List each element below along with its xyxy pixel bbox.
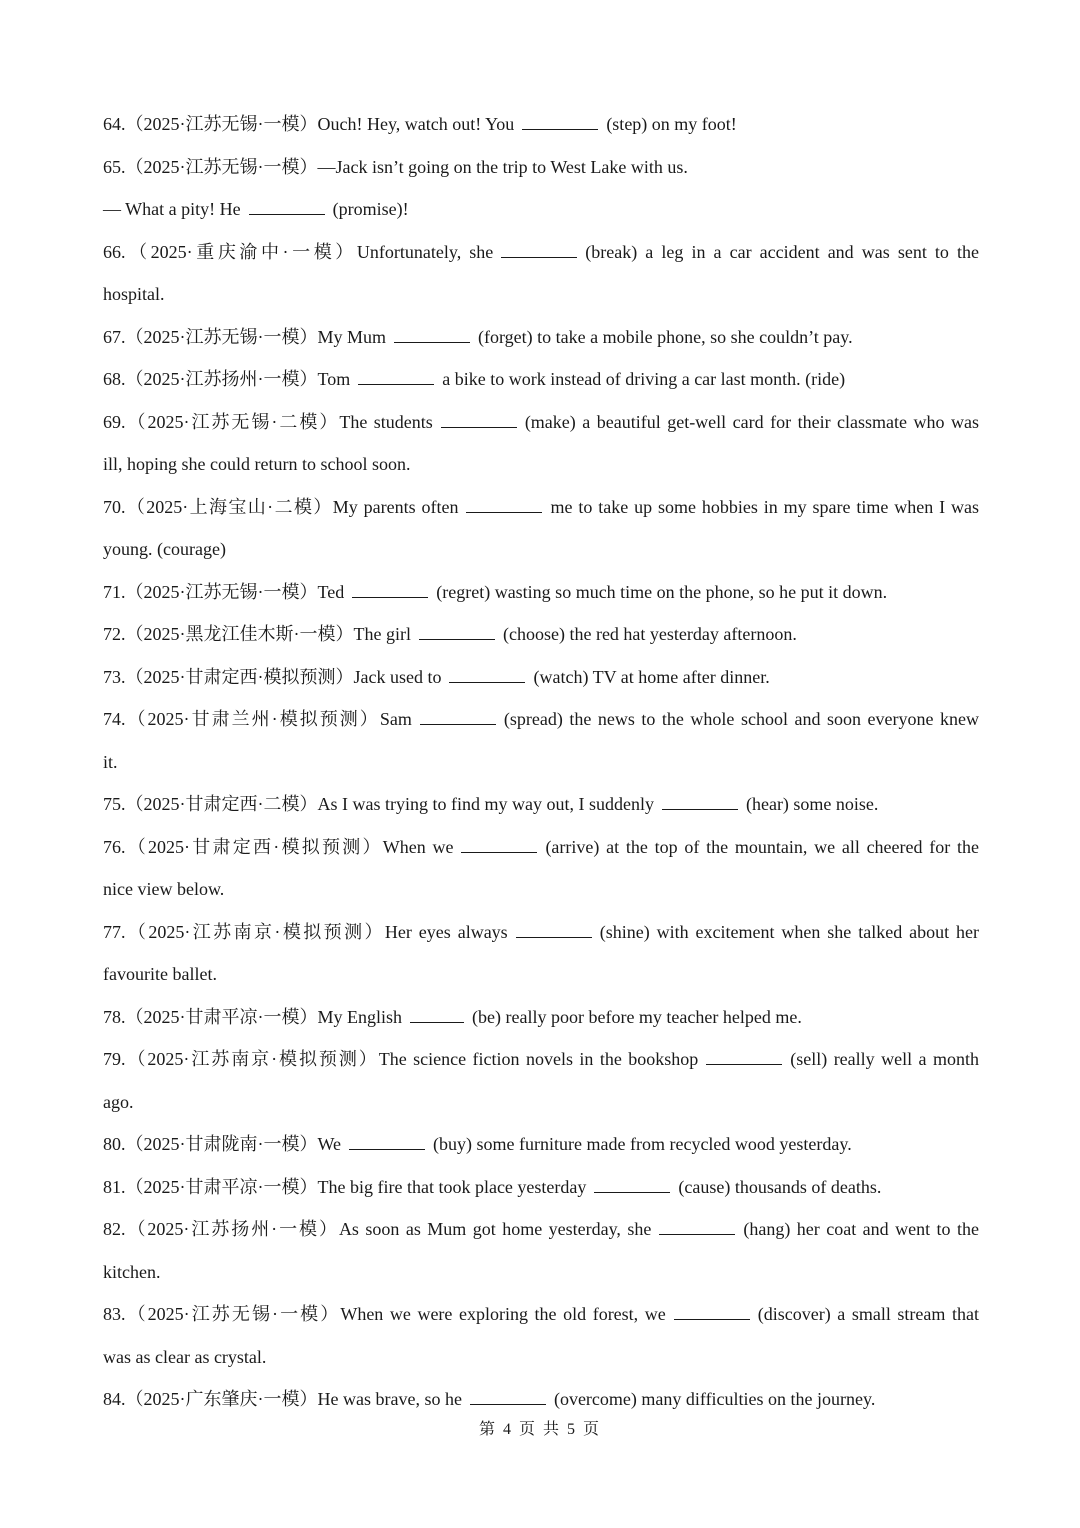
answer-blank[interactable] (249, 200, 325, 215)
question-number: 75. (103, 794, 126, 814)
question-text: Sam (379, 709, 412, 729)
question-line (103, 783, 979, 826)
question-line (103, 401, 979, 444)
question-line (103, 741, 979, 784)
question-number: 68. (103, 369, 126, 389)
question-line (103, 1378, 979, 1421)
question-text: (step) on my foot! (606, 114, 737, 134)
question-text: We (317, 1134, 342, 1154)
question-text: young. (courage) (103, 539, 226, 559)
question-text: (shine) with excitement when she talked about her (599, 921, 979, 942)
question-line (103, 1166, 979, 1209)
answer-blank[interactable] (358, 370, 434, 385)
question-number: 72. (103, 624, 126, 644)
question-source: （2025·甘肃定西·模拟预测） (125, 836, 383, 857)
question-text: a bike to work instead of driving a car last month. (ride) (442, 369, 846, 389)
answer-blank[interactable] (522, 115, 598, 130)
answer-blank[interactable] (441, 413, 517, 428)
answer-blank[interactable] (419, 625, 495, 640)
question-text: it. (103, 751, 118, 772)
question-text: (choose) the red hat yesterday afternoon. (502, 624, 797, 644)
question-list (103, 103, 979, 1421)
question-text: Jack used to (353, 666, 442, 687)
question-source: （2025·甘肃平凉·一模） (125, 1006, 318, 1027)
answer-blank[interactable] (594, 1178, 670, 1193)
question-text: Ouch! Hey, watch out! You (317, 114, 515, 134)
question-number: 79. (103, 1049, 126, 1069)
question-number: 84. (103, 1389, 126, 1409)
answer-blank[interactable] (470, 1390, 546, 1405)
question-text: Ted (317, 581, 345, 602)
question-number: 81. (103, 1176, 126, 1197)
question-line (103, 656, 979, 699)
question-number: 73. (103, 666, 126, 687)
question-line (103, 146, 979, 189)
question-text: (discover) a small stream that (757, 1304, 979, 1324)
question-line (103, 1336, 979, 1379)
question-line (103, 996, 979, 1039)
question-source: （2025·江苏无锡·一模） (125, 1304, 341, 1324)
question-line (103, 868, 979, 911)
question-text: The big fire that took place yesterday (317, 1176, 587, 1197)
question-text: (overcome) many difficulties on the journey. (553, 1389, 876, 1409)
question-number: 74. (103, 709, 126, 729)
question-line (103, 443, 979, 486)
question-text: Unfortunately, she (356, 241, 494, 262)
answer-blank[interactable] (349, 1135, 425, 1150)
question-line (103, 528, 979, 571)
question-text: As soon as Mum got home yesterday, she (338, 1219, 652, 1239)
question-number: 66. (103, 241, 126, 262)
question-text: hospital. (103, 284, 165, 304)
question-text: (make) a beautiful get-well card for their classmate who was (524, 411, 979, 432)
answer-blank[interactable] (461, 838, 537, 853)
question-line (103, 1123, 979, 1166)
answer-blank[interactable] (352, 583, 428, 598)
question-source: （2025·江苏无锡·一模） (125, 114, 318, 134)
answer-blank[interactable] (516, 923, 592, 938)
question-text: me to take up some hobbies in my spare time when I was (550, 496, 979, 517)
question-number: 69. (103, 411, 126, 432)
question-text: (hang) her coat and went to the (743, 1219, 979, 1239)
question-line (103, 953, 979, 996)
question-number: 78. (103, 1006, 126, 1027)
question-text: —Jack isn’t going on the trip to West Lake with us. (317, 156, 688, 177)
question-source: （2025·江苏无锡·一模） (125, 326, 318, 347)
question-source: （2025·广东肇庆·一模） (125, 1389, 318, 1409)
question-text: (break) a leg in a car accident and was sent to the (585, 241, 979, 262)
question-source: （2025·黑龙江佳木斯·一模） (125, 624, 354, 644)
answer-blank[interactable] (662, 795, 738, 810)
question-number: 83. (103, 1304, 126, 1324)
question-line (103, 1038, 979, 1081)
question-number: 82. (103, 1219, 126, 1239)
answer-blank[interactable] (501, 243, 577, 258)
question-line (103, 1293, 979, 1336)
question-text: As I was trying to find my way out, I suddenly (317, 794, 654, 814)
question-text: ill, hoping she could return to school soon. (103, 454, 411, 474)
question-number: 77. (103, 921, 126, 942)
question-text: (regret) wasting so much time on the phone, so he put it down. (436, 581, 888, 602)
question-number: 70. (103, 496, 126, 517)
page-footer: 第 4 页 共 5 页 (478, 1421, 601, 1438)
question-text: nice view below. (103, 879, 225, 899)
question-text: When we (382, 836, 454, 857)
question-line (103, 613, 979, 656)
question-line (103, 358, 979, 401)
question-source: （2025·甘肃陇南·一模） (125, 1134, 318, 1154)
question-source: （2025·甘肃兰州·模拟预测） (125, 709, 380, 729)
question-number: 65. (103, 156, 126, 177)
question-number: 71. (103, 581, 126, 602)
question-line (103, 911, 979, 954)
question-text: (watch) TV at home after dinner. (533, 666, 770, 687)
question-source: （2025·上海宝山·二模） (125, 496, 333, 517)
question-source: （2025·江苏无锡·二模） (125, 411, 340, 432)
question-line (103, 571, 979, 614)
question-text: The girl (353, 624, 411, 644)
question-source: （2025·江苏扬州·一模） (125, 369, 318, 389)
question-text: Tom (317, 369, 351, 389)
question-text: was as clear as crystal. (103, 1346, 267, 1367)
answer-blank[interactable] (659, 1220, 735, 1235)
question-source: （2025·江苏扬州·一模） (125, 1219, 339, 1239)
question-source: （2025·甘肃定西·模拟预测） (125, 666, 354, 687)
question-line (103, 1081, 979, 1124)
question-source: （2025·甘肃定西·二模） (125, 794, 318, 814)
question-text: — What a pity! He (103, 199, 241, 219)
question-line (103, 316, 979, 359)
answer-blank[interactable] (420, 710, 496, 725)
question-text: The students (339, 411, 433, 432)
question-line (103, 103, 979, 146)
question-text: He was brave, so he (317, 1389, 462, 1409)
question-line (103, 1251, 979, 1294)
question-line (103, 273, 979, 316)
question-number: 64. (103, 114, 126, 134)
answer-blank[interactable] (394, 328, 470, 343)
question-number: 67. (103, 326, 126, 347)
question-line (103, 826, 979, 869)
answer-blank[interactable] (449, 668, 525, 683)
question-text: (buy) some furniture made from recycled wood yesterday. (433, 1134, 852, 1154)
question-text: (promise)! (332, 199, 409, 219)
question-number: 76. (103, 836, 126, 857)
question-text: When we were exploring the old forest, we (340, 1304, 666, 1324)
answer-blank[interactable] (706, 1050, 782, 1065)
question-text: kitchen. (103, 1261, 161, 1282)
question-text: My parents often (332, 496, 459, 517)
question-line (103, 1208, 979, 1251)
question-text: (arrive) at the top of the mountain, we all cheered for the (545, 836, 979, 857)
answer-blank[interactable] (674, 1305, 750, 1320)
question-line (103, 698, 979, 741)
question-line (103, 486, 979, 529)
question-text: (hear) some noise. (745, 794, 879, 814)
question-source: （2025·重庆渝中·一模） (125, 241, 357, 262)
question-source: （2025·江苏无锡·一模） (125, 581, 318, 602)
question-text: favourite ballet. (103, 964, 217, 984)
question-text: The science fiction novels in the bookshop (378, 1049, 699, 1069)
question-text: ago. (103, 1091, 134, 1112)
question-source: （2025·江苏无锡·一模） (125, 156, 318, 177)
question-text: (be) really poor before my teacher helped me. (472, 1006, 802, 1027)
question-source: （2025·甘肃平凉·一模） (125, 1176, 318, 1197)
answer-blank[interactable] (410, 1008, 464, 1023)
question-line (103, 231, 979, 274)
question-line (103, 188, 979, 231)
question-source: （2025·江苏南京·模拟预测） (125, 1049, 379, 1069)
question-text: My English (317, 1006, 403, 1027)
question-text: (forget) to take a mobile phone, so she couldn’t pay. (478, 326, 853, 347)
question-text: My Mum (317, 326, 387, 347)
question-text: (sell) really well a month (790, 1049, 979, 1069)
question-number: 80. (103, 1134, 126, 1154)
question-source: （2025·江苏南京·模拟预测） (125, 921, 385, 942)
question-text: (cause) thousands of deaths. (678, 1176, 882, 1197)
question-text: Her eyes always (384, 921, 508, 942)
question-text: (spread) the news to the whole school and soon everyone knew (503, 709, 979, 729)
answer-blank[interactable] (466, 498, 542, 513)
